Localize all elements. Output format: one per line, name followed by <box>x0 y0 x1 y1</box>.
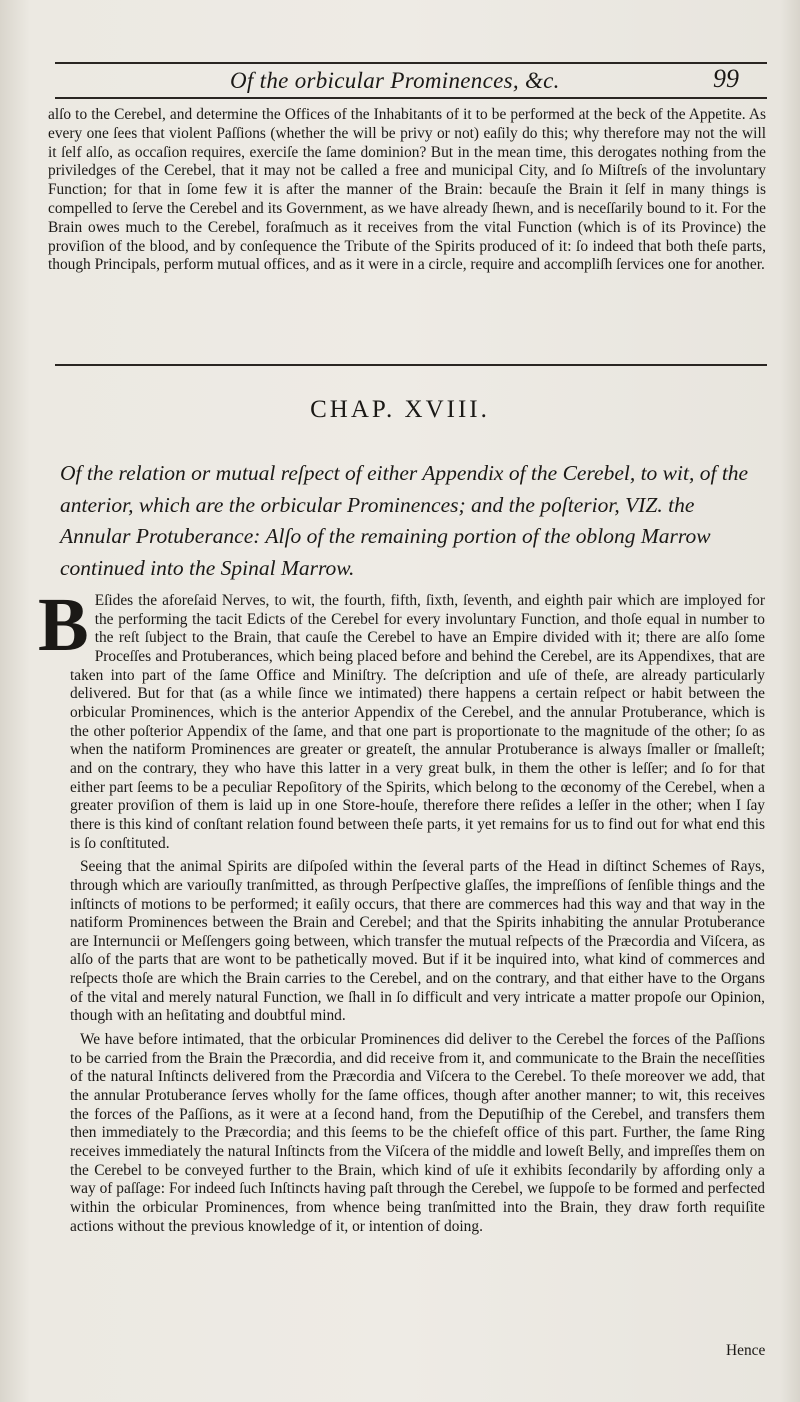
header-rule-top <box>55 62 767 64</box>
paragraph-1-text: Eſides the aforeſaid Nerves, to wit, the fourth, fifth, ſixth, ſeventh, and eighth pair which are imployed for the performing the tacit Edicts of the Cerebel for every involuntary Function, and thoſe equal in number to the reſt ſubject to the Brain, that cauſe the Cerebel to have an Empire divided with it; there are alſo ſome Proceſſes and Protuberances, which being placed before and behind the Cerebel, are its Appendixes, that are taken into part of the ſame Office and Miniſtry. The deſcription and uſe of theſe, are already particularly delivered. But for that (as a while ſince we intimated) there happens a certain reſpect or habit between the orbicular Prominences, which is the anterior Appendix of the Cerebel, and the annular Protuberance, which is the other poſterior Appendix of the ſame, and that one part is proportionate to the magnitude of the other; ſo as when the natiform Prominences are greater or greateſt, the annular Protuberance is always ſmaller or ſmalleſt; and on the contrary, they who have this latter in a very great bulk, in them the other is leſſer; and ſo for that either part ſeems to be a peculiar Repoſitory of the Spirits, which belong to the œconomy of the Cerebel, when a greater proviſion of them is laid up in one Store-houſe, therefore there reſides a leſſer in the other; when I ſay there is this kind of conſtant relation found between theſe parts, it yet remains for us to find out for what end this is ſo conſtituted. <box>70 592 765 852</box>
chapter-rule <box>55 364 767 366</box>
header-rule-bottom <box>55 97 767 99</box>
chapter-heading: Of the relation or mutual reſpect of either Appendix of the Cerebel, to wit, of the anterior, which are the orbicular Prominences; and the poſterior, VIZ. the Annular Protuberance: Alſo of the remaining portion of the oblong Marrow continued into the Spinal Marrow. <box>60 461 749 580</box>
chapter-body <box>38 583 765 1241</box>
paragraph-1 <box>38 583 765 853</box>
chapter-title: CHAP. XVIII. <box>310 396 490 423</box>
page-number: 99 <box>713 64 739 93</box>
paragraph-2: Seeing that the animal Spirits are diſpoſed within the ſeveral parts of the Head in diſtinct Schemes of Rays, through which are variouſly tranſmitted, as through Perſpective glaſſes, the impreſſions of ſenſible things and the inſtincts of motions to be performed; it eaſily occurs, that there are commerces had this way and that way in the natiform Prominences between the Brain and Cerebel; and that the Spirits inhabiting the annular Protuberance are Internuncii or Meſſengers going between, which transfer the mutual reſpects of the Præcordia and Viſcera, as alſo of the parts that are wont to be pathetically moved. But if it be inquired into, what kind of commerces and reſpects thoſe are which the Brain carries to the Cerebel, and on the contrary, and that either have to the Organs of the vital and merely natural Function, we ſhall in ſo difficult and very intricate a matter propoſe our Opinion, though with an heſitating and doubtful mind. <box>70 858 765 1025</box>
running-head: Of the orbicular Prominences, &c. <box>230 68 560 93</box>
continuation-paragraph: alſo to the Cerebel, and determine the Offices of the Inhabitants of it to be performed at the beck of the Appetite. As every one ſees that violent Paſſions (whether the will be privy or not) eaſily do this; why therefore may not the will it ſelf alſo, as occaſion requires, exerciſe the ſame dominion? But in the mean time, this derogates nothing from the priviledges of the Cerebel, that it may not be called a free and municipal City, and ſo Miſtreſs of the involuntary Function; for that in ſome few it is after the manner of the Brain: becauſe the Brain it ſelf in many things is compelled to ſerve the Cerebel and its Government, as we have already ſhewn, and is neceſſarily bound to it. For the Brain owes much to the Cerebel, foraſmuch as it receives from the vital Function (which is of its Province) the proviſion of the blood, and by conſequence the Tribute of the Spirits produced of it: ſo indeed that both theſe parts, though Principals, perform mutual offices, and as it were in a circle, require and accompliſh ſervices one for another. <box>48 106 766 274</box>
catchword: Hence <box>726 1342 766 1359</box>
drop-cap: B <box>38 583 89 667</box>
paragraph-3: We have before intimated, that the orbicular Prominences did deliver to the Cerebel the forces of the Paſſions to be carried from the Brain the Præcordia, and did receive from it, and communicate to the Brain the neceſſities of the natural Inſtincts delivered from the Præcordia and Viſcera to the Cerebel. To theſe moreover we add, that the annular Protuberance ſerves wholly for the ſame offices, though after another manner; to wit, this receives the forces of the Paſſions, as it were at a ſecond hand, from the Deputiſhip of the Cerebel, and transfers them then immediately to the Præcordia; and this ſeems to be the chiefeſt office of this part. Further, the ſame Ring receives immediately the natural Inſtincts from the Viſcera of the middle and loweſt Belly, and impreſſes them on the Cerebel to be conveyed further to the Brain, which kind of uſe it exhibits ſecondarily by affording only a way of paſſage: For indeed ſuch Inſtincts having paſt through the Cerebel, we ſuppoſe to be formed and perfected within the orbicular Prominences, from whence being tranſmitted into the Brain, they draw forth requiſite actions without the previous knowledge of it, or intention of doing. <box>70 1031 765 1235</box>
